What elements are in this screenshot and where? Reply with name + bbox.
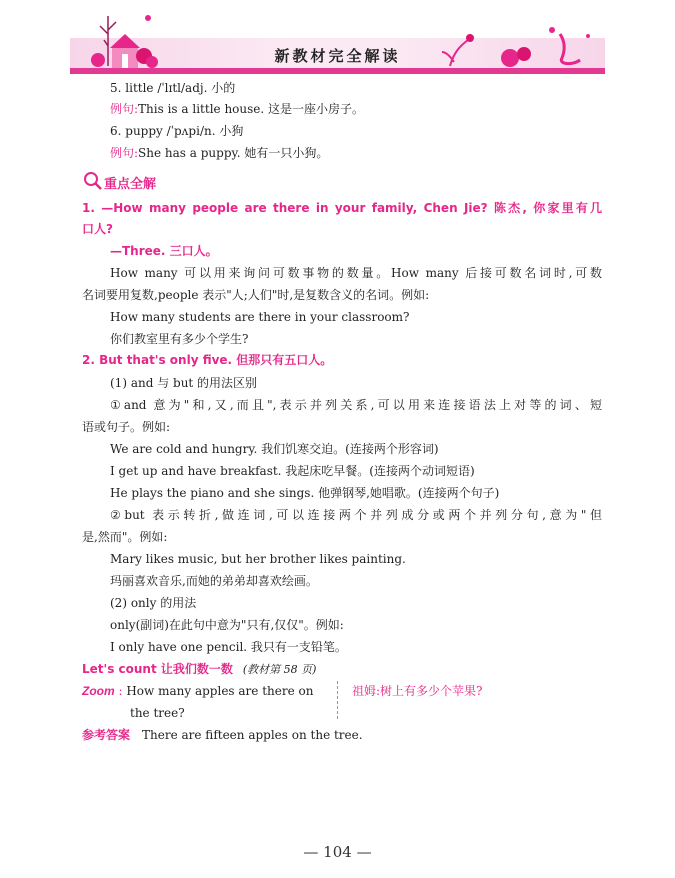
example-text: She has a puppy. 她有一只小狗。 — [138, 146, 329, 160]
dialog-line-en-1: Zoom : How many apples are there on — [82, 684, 314, 698]
point2-and-line1: ①and 意为"和,又,而且",表示并列关系,可以用来连接语法上对等的词、短 — [110, 398, 602, 412]
dialog-text-en-1: How many apples are there on — [126, 684, 314, 698]
point1-example-en: How many students are there in your classroom? — [110, 310, 410, 324]
point1-answer: —Three. 三口人。 — [110, 244, 218, 258]
answer-text: There are fifteen apples on the tree. — [142, 728, 363, 742]
lets-count-heading — [82, 661, 602, 678]
dialog-line-cn: 祖姆:树上有多少个苹果? — [352, 684, 483, 698]
magnifier-icon — [82, 171, 104, 191]
vocab-example-5 — [110, 101, 602, 117]
page-header — [0, 0, 675, 75]
vocab-example-6 — [110, 145, 602, 161]
answer-line — [82, 727, 602, 743]
point1-heading-line1: 1. —How many people are there in your family, Chen Jie? 陈杰, 你家里有几 — [82, 201, 602, 215]
point2-example-4-cn: 玛丽喜欢音乐,而她的弟弟却喜欢绘画。 — [110, 574, 318, 588]
dialog-line-en-2: the tree? — [130, 706, 185, 720]
point2-example-1: We are cold and hungry. 我们饥寒交迫。(连接两个形容词) — [110, 442, 439, 456]
dialog-divider — [337, 681, 338, 719]
page-number: — 104 — — [303, 843, 372, 861]
point2-example-2: I get up and have breakfast. 我起床吃早餐。(连接两个动词短语) — [110, 464, 475, 478]
point2-heading: 2. But that's only five. 但那只有五口人。 — [82, 353, 333, 367]
point2-example-4-en: Mary likes music, but her brother likes painting. — [110, 552, 406, 566]
lets-count-ref: (教材第 58 页) — [242, 663, 317, 676]
point2-sub2: (2) only 的用法 — [110, 596, 197, 610]
point2-but-line2: 是,然而"。例如: — [82, 530, 168, 544]
point2-but-line1: ②but 表示转折,做连词,可以连接两个并列成分或两个并列分句,意为"但 — [110, 508, 602, 522]
point1-para-line2: 名词要用复数,people 表示"人;人们"时,是复数含义的名词。例如: — [82, 288, 430, 302]
point1-para-line1: How many 可以用来询问可数事物的数量。How many 后接可数名词时,可数 — [110, 266, 602, 280]
point1-heading-line2: 口人? — [82, 222, 113, 236]
vocab-word-5: 5. little /ˈlɪtl/adj. 小的 — [110, 81, 236, 95]
answer-label: 参考答案 — [82, 728, 131, 742]
lets-count-title: Let's count 让我们数一数 — [82, 662, 233, 676]
example-text: This is a little house. 这是一座小房子。 — [138, 102, 365, 116]
point2-sub1: (1) and 与 but 的用法区别 — [110, 376, 258, 390]
point2-only-example: I only have one pencil. 我只有一支铅笔。 — [110, 640, 347, 654]
point1-example-cn: 你们教室里有多少个学生? — [110, 332, 249, 346]
speaker-en: Zoom — [82, 684, 115, 698]
header-title: 新教材完全解读 — [274, 47, 401, 65]
vocab-word-6: 6. puppy /ˈpʌpi/n. 小狗 — [110, 124, 244, 138]
point2-only-desc: only(副词)在此句中意为"只有,仅仅"。例如: — [110, 618, 344, 632]
point2-example-3: He plays the piano and she sings. 他弹钢琴,她唱歌。(连接两个句子) — [110, 486, 500, 500]
example-label: 例句: — [110, 102, 139, 116]
example-label: 例句: — [110, 146, 139, 160]
section-title-label: 重点全解 — [104, 177, 157, 192]
point2-and-line2: 语或句子。例如: — [82, 420, 171, 434]
